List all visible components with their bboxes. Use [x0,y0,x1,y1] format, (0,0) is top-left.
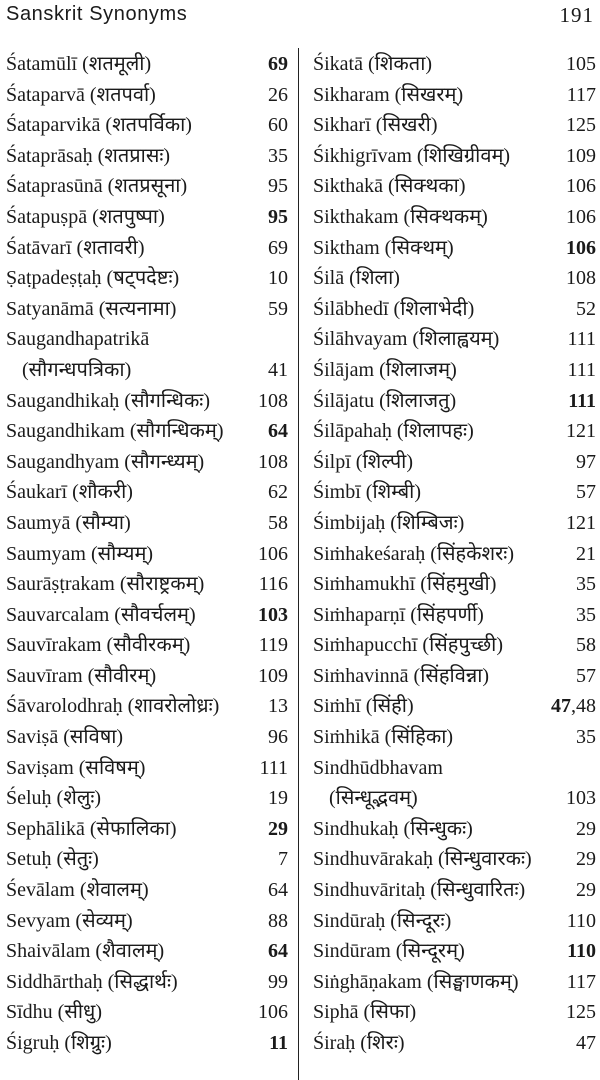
index-entry [6,844,288,875]
entry-page-ref: 29 [576,848,596,871]
entry-term: Saviṣā (सविषा) [6,726,124,749]
entry-term: Saurāṣṭrakam (सौराष्ट्रकम्) [6,573,205,596]
index-entry [313,80,596,111]
index-entry [313,722,596,753]
index-entry [313,294,596,325]
entry-page-ref: 64 [268,420,288,443]
entry-term: Siṁhamukhī (सिंहमुखी) [313,573,497,596]
index-entry [6,171,288,202]
entry-page-ref: 26 [268,83,288,106]
entry-page-ref: 35 [576,726,596,749]
entry-page-ref: 47 [576,1032,596,1054]
entry-term: Siṁhaparṇī (सिंहपर्णी) [313,603,484,626]
entry-term: (सौगन्धपत्रिका) [22,358,132,381]
entry-page-ref: 110 [567,940,596,963]
entry-term: Saviṣam (सविषम्) [6,756,146,779]
entry-term: Śilāhvayam (शिलाह्वयम्) [313,328,500,351]
entry-page-ref: 125 [566,1001,596,1024]
entry-term: Siṅghāṇakam (सिङ्घाणकम्) [313,970,519,993]
entry-term: (सिन्धूद्भवम्) [329,787,418,810]
entry-page-ref: 108 [258,450,288,473]
entry-term: Śikatā (शिकता) [313,53,433,75]
entry-page-ref: 108 [566,267,596,290]
entry-page-ref: 52 [576,297,596,320]
entry-term: Śataprāsaḥ (शतप्रासः) [6,144,171,167]
index-entry [6,722,288,753]
index-entry [313,233,596,264]
entry-term: Saugandhikam (सौगन्धिकम्) [6,420,224,443]
entry-term: Sauvīrakam (सौवीरकम्) [6,634,191,657]
index-entry [6,477,288,508]
entry-term: Ṣaṭpadeṣṭaḥ (षट्पदेष्टः) [6,267,180,290]
index-entry [6,508,288,539]
entry-page-ref: 21 [576,542,596,565]
entry-term: Siṁhakeśaraḥ (सिंहकेशरः) [313,542,515,565]
entry-term: Sauvīram (सौवीरम्) [6,664,157,687]
entry-page-ref: 105 [566,53,596,75]
entry-page-ref: 106 [566,236,596,259]
entry-term: Śimbijaḥ (शिम्बिजः) [313,511,465,534]
index-entry [6,294,288,325]
index-entry [313,967,596,998]
entry-term: Śatamūlī (शतमूली) [6,53,152,75]
running-title: Sanskrit Synonyms [6,3,188,25]
index-entry [313,447,596,478]
index-entry [6,263,288,294]
entry-term: Siṁhapucchī (सिंहपुच्छी) [313,634,503,657]
entry-term: Siṁhikā (सिंहिका) [313,726,454,749]
index-entry [313,875,596,906]
entry-term: Śataparvikā (शतपर्विका) [6,114,192,137]
entry-term: Śataprasūnā (शतप्रसूना) [6,175,188,198]
entry-term: Saugandhikaḥ (सौगन्धिकः) [6,389,211,412]
index-entry [6,539,288,570]
entry-page-ref: 111 [259,756,288,779]
entry-page-ref: 64 [268,940,288,963]
index-entry [313,783,596,814]
entry-page-ref: 62 [268,481,288,504]
entry-term: Setuḥ (सेतुः) [6,848,99,871]
entry-page-ref: 69 [268,236,288,259]
index-entry [313,1028,596,1059]
entry-term: Śatapuṣpā (शतपुष्पा) [6,205,165,228]
entry-page-ref: 11 [269,1032,288,1054]
entry-term: Śilpī (शिल्पी) [313,450,414,473]
entry-term: Śigruḥ (शिग्रुः) [6,1032,112,1054]
entry-page-ref: 58 [576,634,596,657]
index-entry [313,906,596,937]
index-entry [313,324,596,355]
page-number: 191 [559,3,594,27]
entry-page-ref: 57 [576,664,596,687]
index-entry [6,600,288,631]
entry-term: Sikharam (सिखरम्) [313,83,464,106]
entry-term: Sindūram (सिन्दूरम्) [313,940,465,963]
entry-term: Siddhārthaḥ (सिद्धार्थः) [6,970,178,993]
entry-term: Śilā (शिला) [313,267,400,290]
entry-term: Siṁhī (सिंही) [313,695,414,718]
entry-page-ref: 106 [258,542,288,565]
index-entry [313,569,596,600]
entry-page-ref: 121 [566,420,596,443]
index-entry [313,691,596,722]
entry-page-ref: 103 [566,787,596,810]
entry-page-ref: 29 [576,817,596,840]
index-entry [6,1028,288,1059]
index-entry [6,936,288,967]
index-entry [313,600,596,631]
entry-page-ref: 35 [268,144,288,167]
entry-term: Śataparvā (शतपर्वा) [6,83,156,106]
index-entry [6,967,288,998]
entry-page-ref: 95 [268,205,288,228]
index-entry [313,539,596,570]
index-entry [6,691,288,722]
entry-page-ref: 95 [268,175,288,198]
entry-page-ref: 29 [268,817,288,840]
entry-term: Saumyā (सौम्या) [6,511,131,534]
entry-term: Śilājatu (शिलाजतु) [313,389,457,412]
index-entry [313,263,596,294]
entry-page-ref: 109 [566,144,596,167]
page-ref-bold-part: 47 [551,695,571,718]
index-entry [6,661,288,692]
entry-page-ref: 106 [258,1001,288,1024]
index-entry [6,80,288,111]
entry-page-ref: 111 [568,389,596,412]
entry-page-ref: 96 [268,726,288,749]
entry-page-ref: 13 [268,695,288,718]
entry-page-ref: 10 [268,267,288,290]
index-entry [313,49,596,80]
index-entry [313,997,596,1028]
entry-term: Siṁhavinnā (सिंहविन्ना) [313,664,490,687]
entry-page-ref: 109 [258,664,288,687]
entry-term: Śāvarolodhraḥ (शावरोलोध्रः) [6,695,220,718]
entry-page-ref: 35 [576,603,596,626]
index-entry [6,324,288,355]
entry-page-ref: 7 [278,848,288,871]
entry-page-ref: 69 [268,53,288,75]
entry-page-ref: 106 [566,175,596,198]
index-entry [313,753,596,784]
entry-page-ref [551,691,596,722]
index-entry [6,49,288,80]
index-entry [6,753,288,784]
index-entry [313,936,596,967]
index-entry [313,386,596,417]
entry-term: Sindūraḥ (सिन्दूरः) [313,909,452,932]
index-entry [313,202,596,233]
index-entry [6,630,288,661]
entry-term: Saugandhyam (सौगन्ध्यम्) [6,450,205,473]
index-entry [313,477,596,508]
entry-term: Śilāpahaḥ (शिलापहः) [313,420,474,443]
entry-page-ref: 111 [567,358,596,381]
index-entry [313,110,596,141]
entry-page-ref: 117 [566,83,596,106]
entry-term: Sikthakā (सिक्थका) [313,175,466,198]
index-entry [313,355,596,386]
entry-term: Śatāvarī (शतावरी) [6,236,145,259]
index-entry [6,447,288,478]
entry-page-ref: 41 [268,358,288,381]
page-header [0,0,600,38]
entry-page-ref: 108 [258,389,288,412]
entry-term: Siktham (सिक्थम्) [313,236,454,259]
index-entry [6,875,288,906]
entry-page-ref: 125 [566,114,596,137]
entry-term: Śiraḥ (शिरः) [313,1032,405,1054]
entry-page-ref: 119 [258,634,288,657]
entry-page-ref: 59 [268,297,288,320]
entry-term: Śikhigrīvam (शिखिग्रीवम्) [313,144,511,167]
entry-term: Sindhukaḥ (सिन्धुकः) [313,817,473,840]
entry-page-ref: 64 [268,879,288,902]
entry-page-ref: 60 [268,114,288,137]
index-entry [313,661,596,692]
entry-page-ref: 110 [566,909,596,932]
entry-term: Sevyam (सेव्यम्) [6,909,133,932]
entry-page-ref: 117 [566,970,596,993]
entry-page-ref: 103 [258,603,288,626]
index-entry [6,110,288,141]
entry-page-ref: 35 [576,573,596,596]
entry-term: Śevālam (शेवालम्) [6,879,149,902]
entry-term: Saumyam (सौम्यम्) [6,542,154,565]
index-entry [6,202,288,233]
entry-term: Sīdhu (सीधु) [6,1001,102,1024]
entry-term: Śimbī (शिम्बी) [313,481,421,504]
index-entry [313,630,596,661]
entry-term: Satyanāmā (सत्यनामा) [6,297,177,320]
page-ref-rest: ,48 [571,695,596,718]
entry-page-ref: 106 [566,205,596,228]
entry-term: Śaukarī (शौकरी) [6,481,133,504]
index-entry [6,783,288,814]
entry-page-ref: 58 [268,511,288,534]
index-entry [313,416,596,447]
index-entry [6,233,288,264]
left-index-column [6,49,288,1059]
entry-term: Śilābhedī (शिलाभेदी) [313,297,475,320]
entry-term: Śilājam (शिलाजम्) [313,358,457,381]
entry-page-ref: 99 [268,970,288,993]
index-entry [6,997,288,1028]
index-entry [6,906,288,937]
index-entry [6,141,288,172]
entry-page-ref: 97 [576,450,596,473]
entry-term: Sephālikā (सेफालिका) [6,817,177,840]
entry-page-ref: 29 [576,879,596,902]
entry-page-ref: 19 [268,787,288,810]
entry-page-ref: 57 [576,481,596,504]
index-entry [313,508,596,539]
entry-page-ref: 88 [268,909,288,932]
entry-term: Siphā (सिफा) [313,1001,417,1024]
entry-term: Saugandhapatrikā [6,328,150,351]
entry-page-ref: 116 [258,573,288,596]
index-entry [313,141,596,172]
entry-term: Shaivālam (शैवालम्) [6,940,165,963]
right-index-column [313,49,596,1059]
index-entry [6,814,288,845]
entry-term: Sauvarcalam (सौवर्चलम्) [6,603,196,626]
index-entry [6,416,288,447]
index-entry [6,569,288,600]
index-entry [6,386,288,417]
entry-term: Sindhuvārakaḥ (सिन्धुवारकः) [313,848,532,871]
index-entry [313,171,596,202]
index-entry [313,844,596,875]
entry-page-ref: 111 [567,328,596,351]
entry-term: Śeluḥ (शेलुः) [6,787,102,810]
entry-term: Sindhūdbhavam [313,756,443,779]
entry-term: Sikharī (सिखरी) [313,114,438,137]
entry-term: Sindhuvāritaḥ (सिन्धुवारितः) [313,879,526,902]
index-entry [6,355,288,386]
column-divider [298,48,299,1080]
entry-page-ref: 121 [566,511,596,534]
index-entry [313,814,596,845]
entry-term: Sikthakam (सिक्थकम्) [313,205,488,228]
